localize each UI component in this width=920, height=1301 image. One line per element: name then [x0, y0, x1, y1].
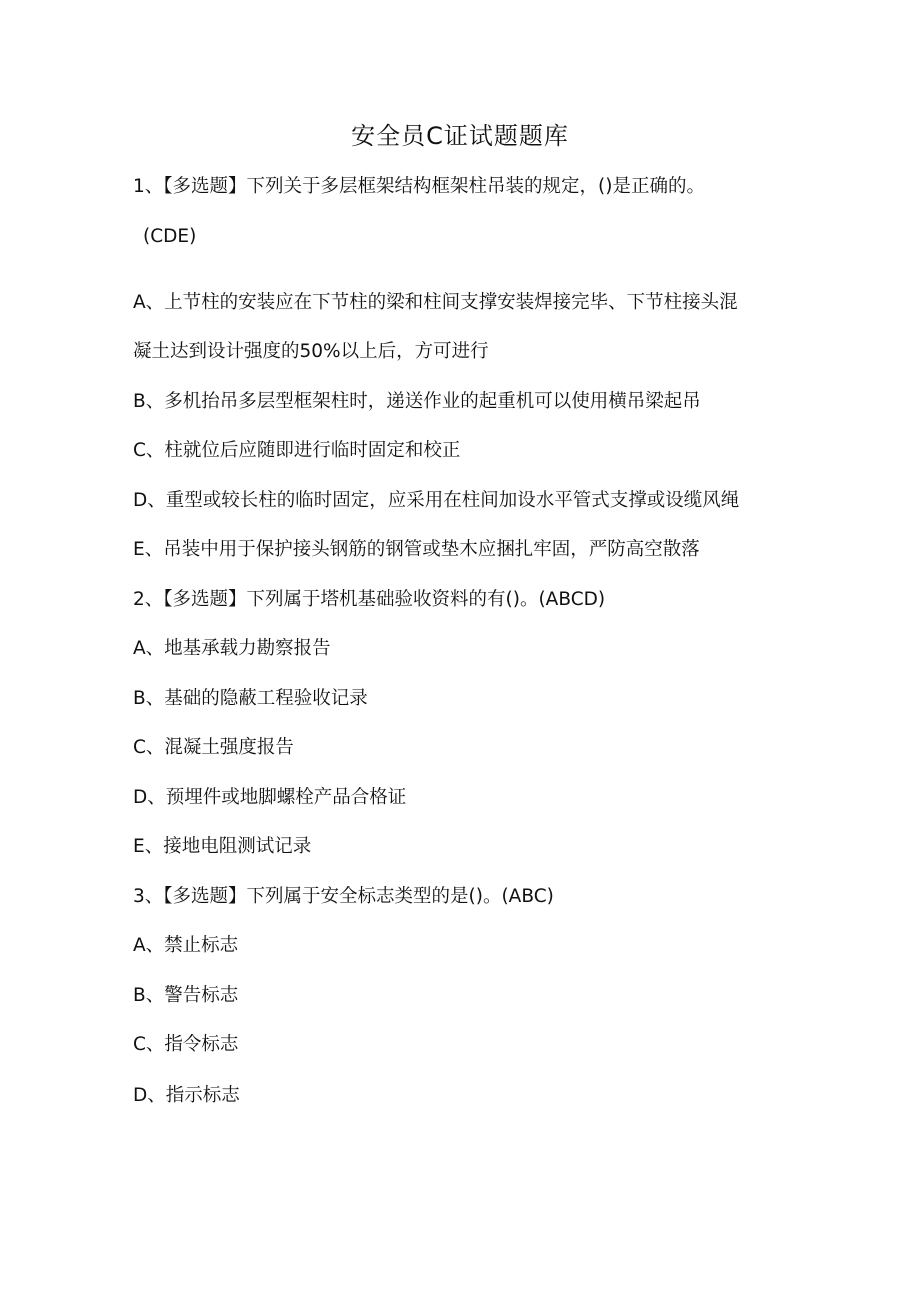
q2-option-b: B、基础的隐蔽工程验收记录 [133, 688, 368, 709]
page-title: 安全员C证试题题库 [351, 122, 569, 150]
q1-option-d: D、重型或较长柱的临时固定，应采用在柱间加设水平管式支撑或设缆风绳 [133, 490, 740, 511]
q2-option-d: D、预埋件或地脚螺栓产品合格证 [133, 787, 407, 808]
q3-option-d: D、指示标志 [133, 1085, 240, 1106]
q1-option-c: C、柱就位后应随即进行临时固定和校正 [133, 440, 461, 461]
question-2: 2、【多选题】下列属于塔机基础验收资料的有()。(ABCD) [133, 589, 606, 610]
q3-option-c: C、指令标志 [133, 1034, 239, 1055]
q1-option-b: B、多机抬吊多层型框架柱时，递送作业的起重机可以使用横吊梁起吊 [133, 391, 701, 412]
q3-option-a: A、禁止标志 [133, 935, 239, 956]
question-1: 1、【多选题】下列关于多层框架结构框架柱吊装的规定，()是正确的。 [133, 176, 705, 197]
q2-option-a: A、地基承载力勘察报告 [133, 638, 331, 659]
q2-option-e: E、接地电阻测试记录 [133, 836, 312, 857]
question-1-answer: (CDE) [143, 226, 197, 247]
q1-option-a-line-1: A、上节柱的安装应在下节柱的梁和柱间支撑安装焊接完毕、下节柱接头混 [133, 292, 738, 313]
q1-option-a-line-2: 凝土达到设计强度的50%以上后，方可进行 [133, 341, 489, 362]
q3-option-b: B、警告标志 [133, 985, 239, 1006]
question-3: 3、【多选题】下列属于安全标志类型的是()。(ABC) [133, 886, 554, 907]
q2-option-c: C、混凝土强度报告 [133, 737, 294, 758]
q1-option-e: E、吊装中用于保护接头钢筋的钢管或垫木应捆扎牢固，严防高空散落 [133, 539, 700, 560]
